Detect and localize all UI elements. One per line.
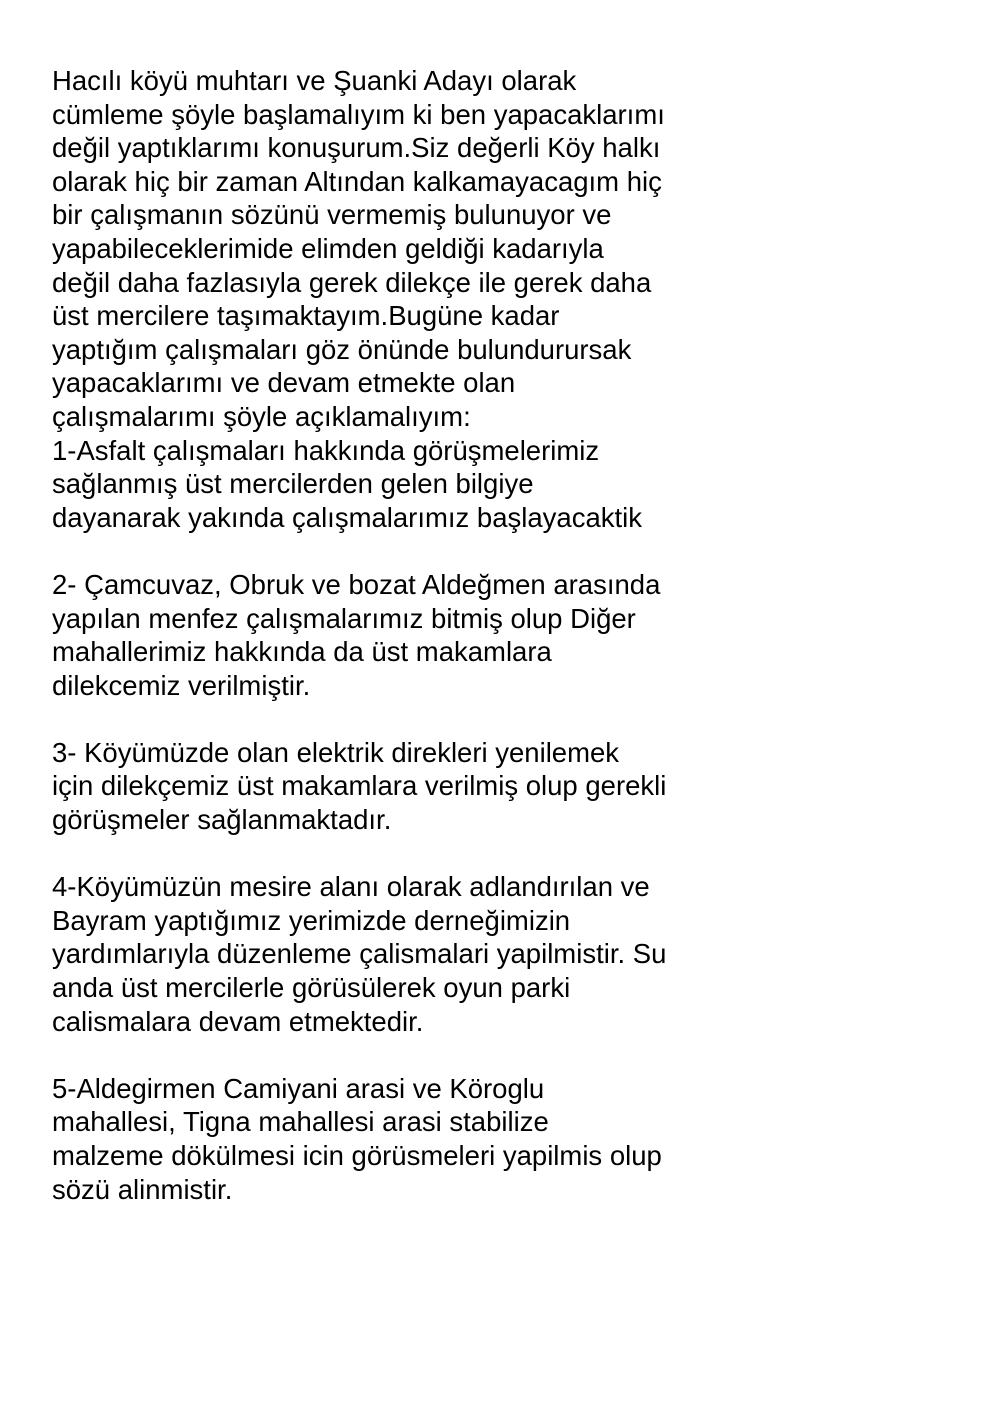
list-item-3-line: 3- Köyümüzde olan elektrik direkleri yenilemek [52, 736, 620, 768]
list-item-4-line: calismalara devam etmektedir. [52, 1005, 424, 1037]
text-line: bir çalışmanın sözünü vermemiş bulunuyor ve [52, 199, 612, 231]
list-item-5-line: mahallesi, Tigna mahallesi arasi stabilize [52, 1106, 549, 1138]
list-item-1-line: 1-Asfalt çalışmaları hakkında görüşmelerimiz [52, 434, 600, 466]
list-item-4-line: Bayram yaptığımız yerimizde derneğimizin [52, 904, 571, 936]
paragraph-gap [52, 702, 752, 736]
text-line: üst mercilere taşımaktayım.Bugüne kadar [52, 300, 560, 332]
text-line: yapacaklarımı ve devam etmekte olan [52, 367, 516, 399]
list-item-2-line: yapılan menfez çalışmalarımız bitmiş olup Diğer [52, 602, 636, 634]
list-item-4-line: anda üst mercilerle görüsülerek oyun parki [52, 972, 571, 1004]
document-body [52, 64, 752, 1206]
paragraph-gap [52, 1038, 752, 1072]
list-item-4-line: 4-Köyümüzün mesire alanı olarak adlandırılan ve [52, 871, 650, 903]
list-item-2-line: dilekcemiz verilmiştir. [52, 669, 311, 701]
list-item-4-line: yardımlarıyla düzenleme çalismalari yapilmistir. Su [52, 938, 667, 970]
paragraph-gap [52, 837, 752, 871]
text-line: cümleme şöyle başlamalıyım ki ben yapacaklarımı [52, 98, 665, 130]
list-item-3-line: için dilekçemiz üst makamlara verilmiş olup gerekli [52, 770, 667, 802]
list-item-5-line: 5-Aldegirmen Camiyani arasi ve Köroglu [52, 1072, 545, 1104]
list-item-5-line: sözü alinmistir. [52, 1173, 233, 1205]
list-item-2-line: mahallerimiz hakkında da üst makamlara [52, 636, 552, 668]
text-line: olarak hiç bir zaman Altından kalkamayacagım hiç [52, 165, 662, 197]
list-item-3-line: görüşmeler sağlanmaktadır. [52, 804, 392, 836]
list-item-5-line: malzeme dökülmesi icin görüsmeleri yapilmis olup [52, 1140, 662, 1171]
text-line: yapabileceklerimide elimden geldiği kadarıyla [52, 232, 604, 264]
text-line: Hacılı köyü muhtarı ve Şuanki Adayı olarak [52, 65, 577, 96]
text-line: değil yaptıklarımı konuşurum.Siz değerli Köy halkı [52, 132, 661, 164]
list-item-1-line: dayanarak yakında çalışmalarımız başlayacaktik [52, 501, 642, 533]
text-line: çalışmalarımı şöyle açıklamalıyım: [52, 400, 471, 432]
text-line: yaptığım çalışmaları göz önünde bulundurursak [52, 333, 632, 365]
text-line: değil daha fazlasıyla gerek dilekçe ile gerek daha [52, 266, 652, 298]
list-item-2-line: 2- Çamcuvaz, Obruk ve bozat Aldeğmen arasında [52, 568, 661, 600]
paragraph-gap [52, 534, 752, 568]
list-item-1-line: sağlanmış üst mercilerden gelen bilgiye [52, 468, 534, 500]
